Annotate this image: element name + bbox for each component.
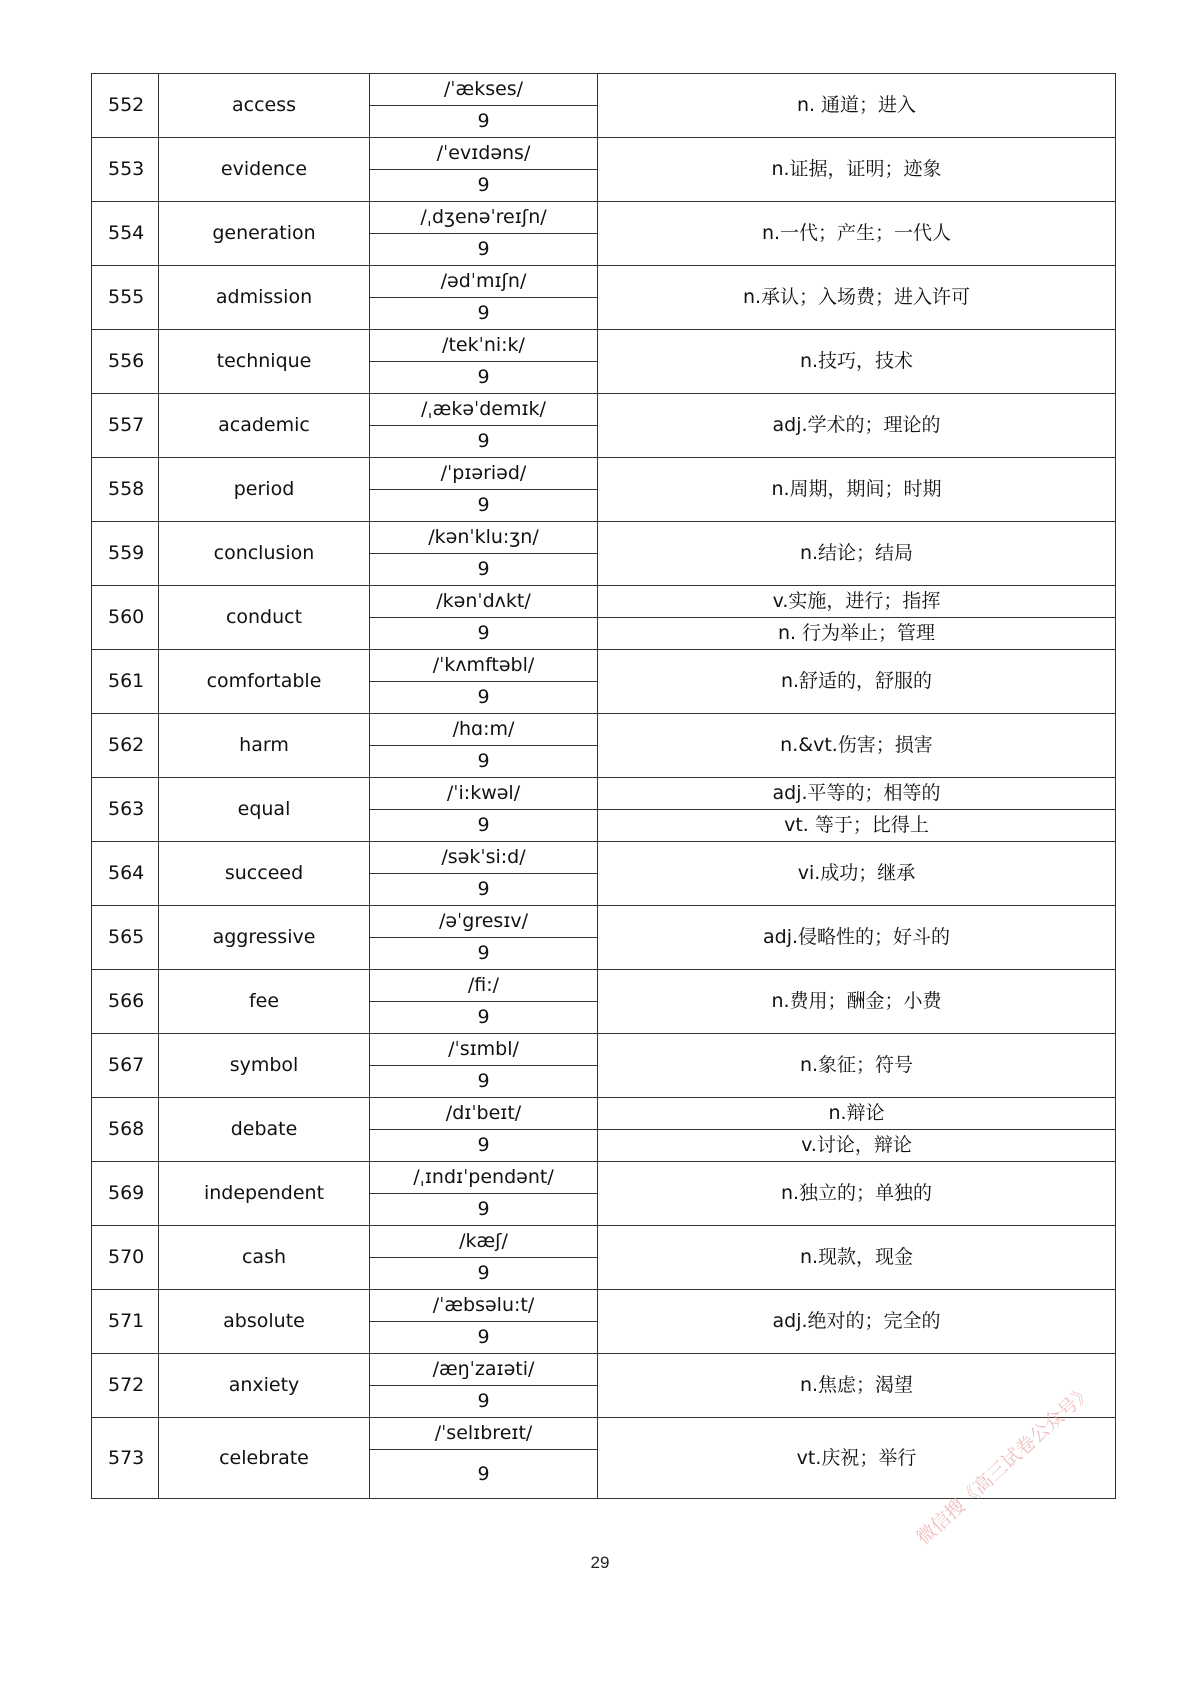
entry-word: admission [159,266,370,330]
entry-word: harm [159,714,370,778]
vocab-table [91,73,1116,1499]
watermark-text: 微信搜《高三试卷公众号》 [912,1380,1097,1550]
entry-number: 553 [92,138,159,202]
entry-meaning: n.辩论 [598,1098,1116,1130]
entry-word: academic [159,394,370,458]
entry-count: 9 [370,1450,598,1499]
entry-phonetic: /səkˈsi:d/ [370,842,598,874]
entry-meaning: vt.庆祝；举行 [598,1418,1116,1499]
entry-phonetic: /ˈselɪbreɪt/ [370,1418,598,1450]
entry-phonetic: /ˈæbsəlu:t/ [370,1290,598,1322]
entry-meaning: n.技巧，技术 [598,330,1116,394]
entry-meaning: n.一代；产生；一代人 [598,202,1116,266]
entry-count: 9 [370,1002,598,1034]
entry-word: succeed [159,842,370,906]
entry-meaning: n.现款，现金 [598,1226,1116,1290]
page-number: 29 [590,1553,610,1572]
entry-meaning: n.象征；符号 [598,1034,1116,1098]
entry-phonetic: /ˈkʌmftəbl/ [370,650,598,682]
entry-number: 568 [92,1098,159,1162]
entry-number: 564 [92,842,159,906]
entry-meaning: v.实施，进行；指挥 [598,586,1116,618]
vocab-row [92,1354,1116,1386]
entry-phonetic: /ˈsɪmbl/ [370,1034,598,1066]
entry-phonetic: /ˌɪndɪˈpendənt/ [370,1162,598,1194]
entry-meaning-secondary: vt. 等于；比得上 [598,810,1116,842]
entry-count: 9 [370,682,598,714]
entry-word: period [159,458,370,522]
entry-phonetic: /ˌdʒenəˈreɪʃn/ [370,202,598,234]
entry-number: 573 [92,1418,159,1499]
entry-number: 563 [92,778,159,842]
entry-count: 9 [370,874,598,906]
entry-word: aggressive [159,906,370,970]
vocab-row [92,714,1116,746]
entry-phonetic: /ədˈmɪʃn/ [370,266,598,298]
entry-count: 9 [370,1194,598,1226]
entry-phonetic: /ˈevɪdəns/ [370,138,598,170]
entry-count: 9 [370,1130,598,1162]
entry-word: access [159,74,370,138]
vocab-row [92,138,1116,170]
entry-count: 9 [370,746,598,778]
entry-count: 9 [370,234,598,266]
vocab-row [92,1226,1116,1258]
vocab-row [92,330,1116,362]
entry-phonetic: /hɑ:m/ [370,714,598,746]
vocab-row [92,906,1116,938]
entry-word: generation [159,202,370,266]
entry-meaning-secondary: n. 行为举止；管理 [598,618,1116,650]
entry-number: 572 [92,1354,159,1418]
entry-phonetic: /tekˈni:k/ [370,330,598,362]
entry-word: symbol [159,1034,370,1098]
entry-meaning: n.结论；结局 [598,522,1116,586]
entry-count: 9 [370,618,598,650]
entry-phonetic: /dɪˈbeɪt/ [370,1098,598,1130]
vocab-row [92,1098,1116,1130]
entry-number: 554 [92,202,159,266]
entry-meaning: n.证据，证明；迹象 [598,138,1116,202]
vocab-row [92,1418,1116,1450]
vocab-row [92,970,1116,1002]
entry-word: cash [159,1226,370,1290]
entry-count: 9 [370,490,598,522]
entry-count: 9 [370,554,598,586]
entry-word: conclusion [159,522,370,586]
entry-number: 555 [92,266,159,330]
entry-count: 9 [370,1386,598,1418]
entry-word: independent [159,1162,370,1226]
entry-number: 561 [92,650,159,714]
entry-count: 9 [370,1258,598,1290]
entry-number: 570 [92,1226,159,1290]
entry-phonetic: /kənˈdʌkt/ [370,586,598,618]
entry-meaning: n.焦虑；渴望 [598,1354,1116,1418]
vocab-row [92,74,1116,106]
entry-number: 559 [92,522,159,586]
entry-phonetic: /æŋˈzaɪəti/ [370,1354,598,1386]
vocab-row [92,266,1116,298]
vocab-row [92,458,1116,490]
entry-number: 557 [92,394,159,458]
entry-meaning: adj.绝对的；完全的 [598,1290,1116,1354]
entry-word: evidence [159,138,370,202]
entry-meaning: n.费用；酬金；小费 [598,970,1116,1034]
entry-word: anxiety [159,1354,370,1418]
vocab-row [92,202,1116,234]
entry-number: 567 [92,1034,159,1098]
entry-number: 571 [92,1290,159,1354]
entry-meaning: n.承认；入场费；进入许可 [598,266,1116,330]
entry-word: fee [159,970,370,1034]
entry-phonetic: /kæʃ/ [370,1226,598,1258]
entry-word: conduct [159,586,370,650]
entry-number: 565 [92,906,159,970]
vocab-row [92,650,1116,682]
entry-count: 9 [370,362,598,394]
entry-count: 9 [370,298,598,330]
entry-word: technique [159,330,370,394]
vocab-row [92,1034,1116,1066]
entry-meaning: vi.成功；继承 [598,842,1116,906]
vocab-row [92,586,1116,618]
vocab-row [92,522,1116,554]
entry-count: 9 [370,1066,598,1098]
entry-meaning: adj.侵略性的；好斗的 [598,906,1116,970]
entry-phonetic: /ˌækəˈdemɪk/ [370,394,598,426]
entry-word: debate [159,1098,370,1162]
entry-number: 560 [92,586,159,650]
entry-count: 9 [370,810,598,842]
entry-number: 562 [92,714,159,778]
entry-meaning: adj.学术的；理论的 [598,394,1116,458]
entry-count: 9 [370,170,598,202]
entry-phonetic: /ˈi:kwəl/ [370,778,598,810]
entry-count: 9 [370,1322,598,1354]
entry-phonetic: /ˈpɪəriəd/ [370,458,598,490]
vocab-row [92,394,1116,426]
entry-count: 9 [370,106,598,138]
entry-phonetic: /ˈækses/ [370,74,598,106]
entry-word: equal [159,778,370,842]
entry-meaning: n.&vt.伤害；损害 [598,714,1116,778]
entry-meaning-secondary: v.讨论，辩论 [598,1130,1116,1162]
entry-number: 558 [92,458,159,522]
vocab-row [92,778,1116,810]
entry-meaning: n.舒适的，舒服的 [598,650,1116,714]
entry-word: absolute [159,1290,370,1354]
entry-phonetic: /fi:/ [370,970,598,1002]
entry-count: 9 [370,426,598,458]
entry-word: celebrate [159,1418,370,1499]
entry-number: 556 [92,330,159,394]
entry-number: 566 [92,970,159,1034]
entry-meaning: n.周期，期间；时期 [598,458,1116,522]
entry-phonetic: /əˈgresɪv/ [370,906,598,938]
entry-phonetic: /kənˈklu:ʒn/ [370,522,598,554]
entry-meaning: n. 通道；进入 [598,74,1116,138]
entry-number: 569 [92,1162,159,1226]
entry-meaning: n.独立的；单独的 [598,1162,1116,1226]
vocab-row [92,1162,1116,1194]
entry-number: 552 [92,74,159,138]
entry-meaning: adj.平等的；相等的 [598,778,1116,810]
entry-count: 9 [370,938,598,970]
vocab-row [92,1290,1116,1322]
vocab-row [92,842,1116,874]
entry-word: comfortable [159,650,370,714]
